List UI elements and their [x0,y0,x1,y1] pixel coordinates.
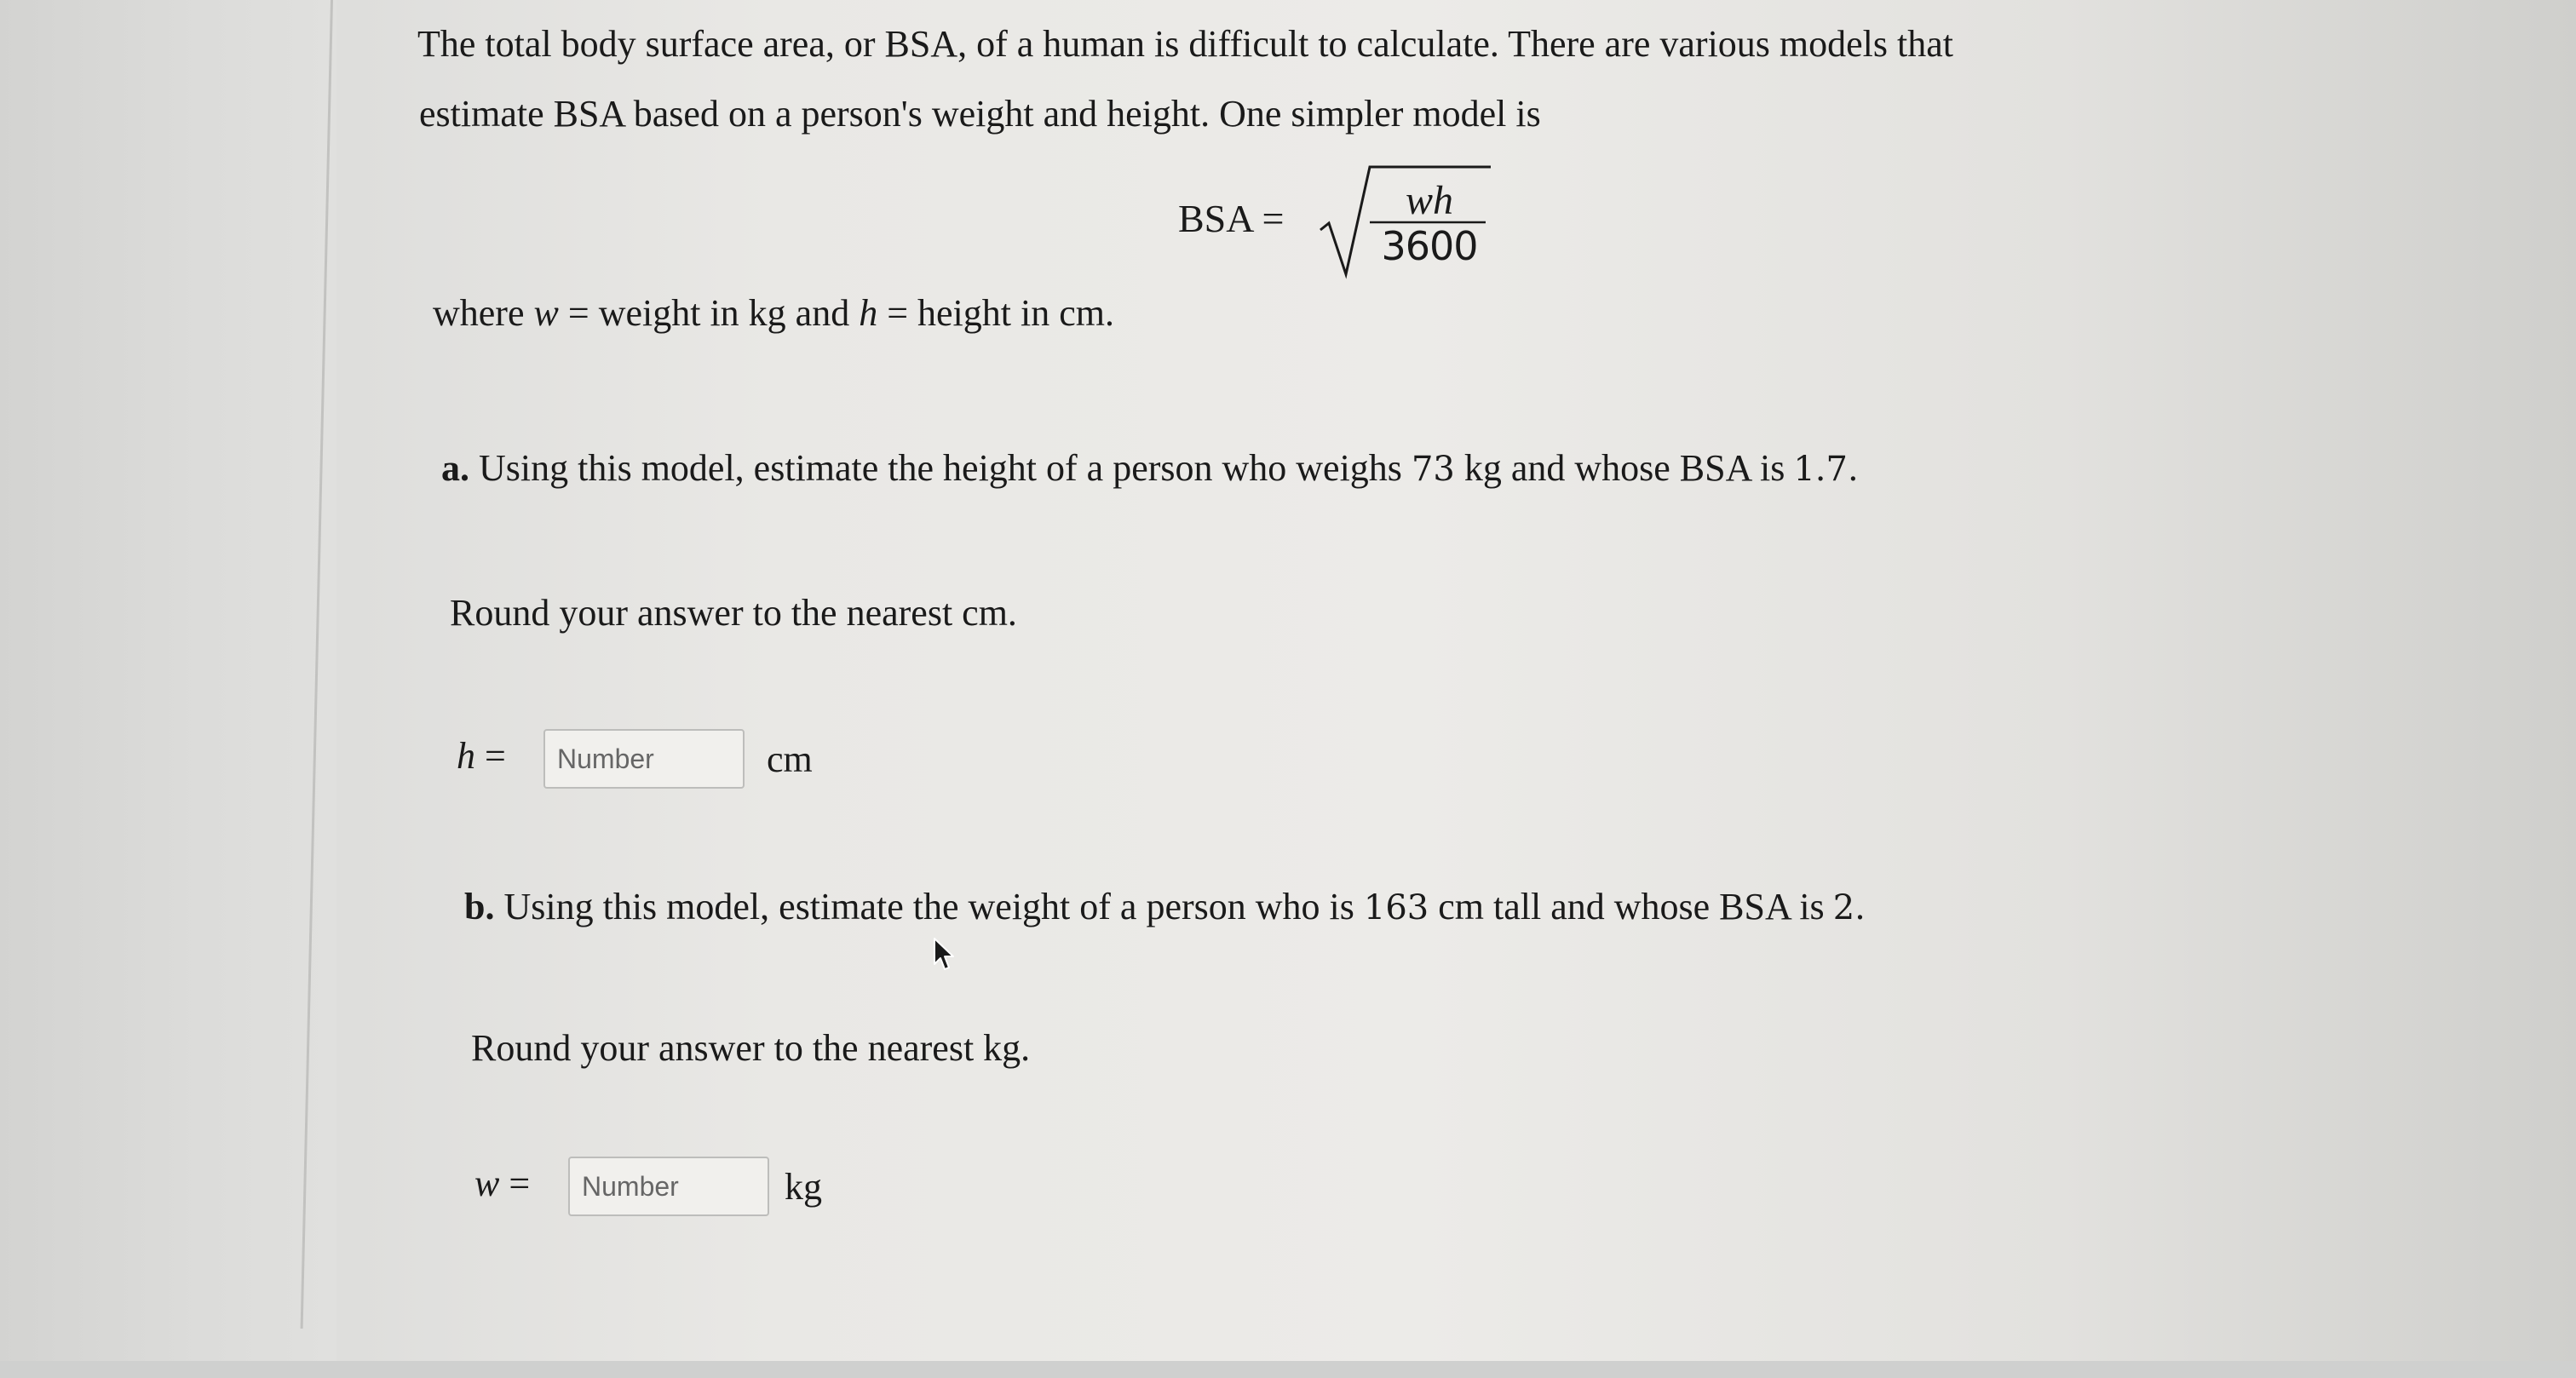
part-b-answer-label [474,1162,530,1205]
formula-lhs: BSA = [1178,197,1285,240]
part-b-rounding-instruction: Round your answer to the nearest kg. [471,1027,1031,1069]
mouse-pointer-icon [933,937,958,974]
part-b-question [464,888,1866,926]
weight-definition: weight in kg and [598,292,850,334]
intro-line-2: estimate BSA based on a person's weight and height. One simpler model is [419,93,1541,135]
cm-unit-label: cm [767,738,813,780]
where-word: where [433,292,525,334]
part-a-bsa-value: 1.7 [1793,450,1848,489]
part-b-label: b. [464,886,495,927]
formula-denominator: 3600 [1381,223,1478,269]
part-a-rounding-instruction: Round your answer to the nearest cm. [450,592,1017,634]
part-a-question [441,447,1859,489]
variable-definitions [433,292,1114,334]
w-variable: w [533,292,559,334]
h-variable: h [859,292,878,334]
part-b-bsa-value: 2 [1832,888,1855,927]
weight-answer-input[interactable] [568,1157,769,1216]
intro-line-1: The total body surface area, or BSA, of a human is difficult to calculate. There are various models that [417,23,1953,65]
kg-unit-label: kg [785,1166,822,1208]
part-b-period: . [1854,888,1866,927]
equals-sign: = [887,292,909,334]
height-definition: height in cm. [917,292,1114,334]
height-answer-input[interactable] [543,729,745,789]
h-variable: h [457,735,475,777]
part-a-period: . [1847,450,1859,489]
w-variable: w [474,1163,500,1204]
part-a-weight-value: 73 [1411,450,1455,489]
equals-sign: = [509,1163,531,1204]
part-a-question-mid: kg and whose BSA is [1463,447,1785,489]
equals-sign: = [485,735,506,777]
part-b-height-value: 163 [1363,888,1429,927]
formula-numerator: wh [1405,178,1453,223]
part-a-answer-label [457,734,506,778]
part-b-question-mid: cm tall and whose BSA is [1438,886,1825,927]
part-a-question-start: Using this model, estimate the height of a person who weighs [479,447,1402,489]
bsa-formula [1178,167,1485,286]
part-a-label: a. [441,447,469,489]
equals-sign: = [567,292,589,334]
part-b-question-start: Using this model, estimate the weight of a person who is [503,886,1354,927]
